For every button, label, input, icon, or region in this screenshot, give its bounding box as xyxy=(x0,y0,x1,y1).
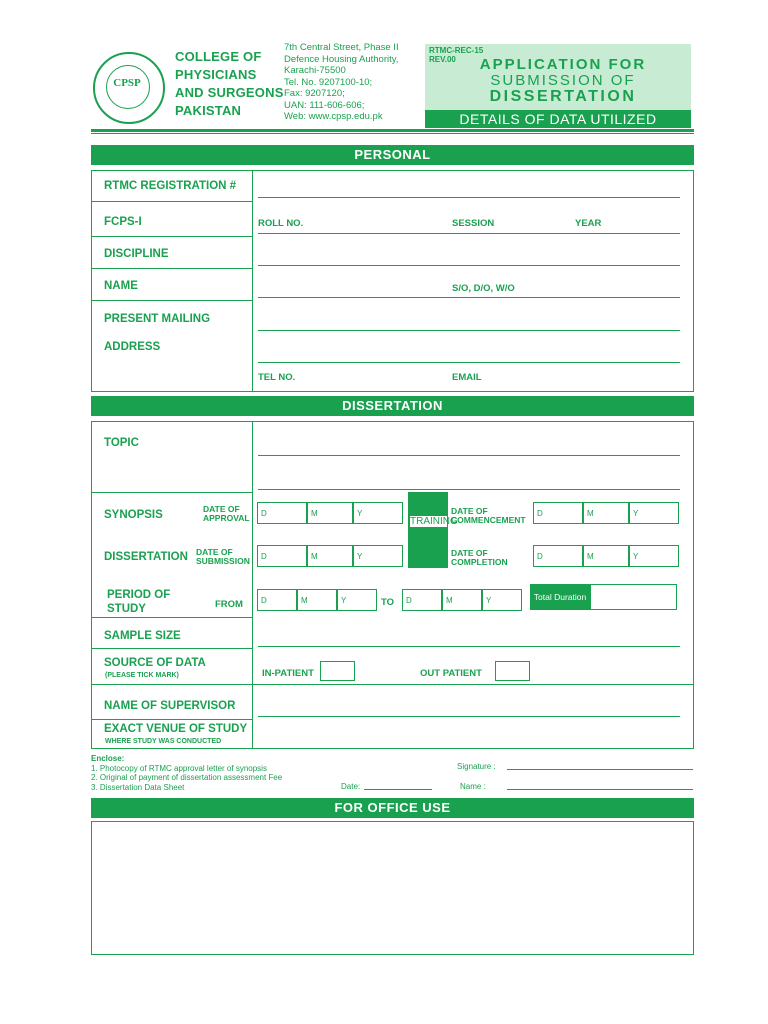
date-field[interactable] xyxy=(364,789,432,790)
topic-label: TOPIC xyxy=(104,437,139,449)
approval-day-cell[interactable]: D xyxy=(257,502,307,524)
commence-month-cell[interactable]: M xyxy=(583,502,629,524)
to-year-cell[interactable]: Y xyxy=(482,589,522,611)
to-day-cell[interactable]: D xyxy=(402,589,442,611)
name-sign-field[interactable] xyxy=(507,789,693,790)
discipline-field[interactable] xyxy=(258,265,680,266)
title-line-3: DISSERTATION xyxy=(489,88,637,105)
signature-field[interactable] xyxy=(507,769,693,770)
header-rule-thin xyxy=(91,133,694,134)
commencement-date-label: DATE OF COMMENCEMENT xyxy=(451,506,526,525)
title-line-1: APPLICATION FOR xyxy=(479,56,647,73)
row-separator xyxy=(91,617,252,618)
total-duration-field[interactable] xyxy=(590,584,677,610)
roll-label: ROLL NO. xyxy=(258,218,304,229)
title-line-2: SUBMISSION OF xyxy=(490,72,636,89)
tel-label: TEL NO. xyxy=(258,372,296,383)
subtitle-bar: DETAILS OF DATA UTILIZED xyxy=(425,110,691,128)
enclose-list: Enclose: 1. Photocopy of RTMC approval letter of synopsis 2. Original of payment of dissertation assessment Fee 3. Dissertation Data Sheet xyxy=(91,754,283,792)
dissertation-heading: DISSERTATION xyxy=(91,396,694,416)
to-month-cell[interactable]: M xyxy=(442,589,482,611)
ref-code: RTMC-REC-15 REV.00 xyxy=(429,46,484,64)
sample-size-label: SAMPLE SIZE xyxy=(104,630,181,642)
college-address: 7th Central Street, Phase II Defence Housing Authority, Karachi-75500 Tel. No. 9207100-10; Fax: 9207120; UAN: 111-606-606; Web: www.cpsp.edu.pk xyxy=(284,42,399,122)
fcps-field[interactable] xyxy=(258,233,680,234)
completion-day-cell[interactable]: D xyxy=(533,545,583,567)
row-separator xyxy=(91,268,252,269)
submission-month-cell[interactable]: M xyxy=(307,545,353,567)
supervisor-field[interactable] xyxy=(258,716,680,717)
college-name: COLLEGE OF PHYSICIANS AND SURGEONS PAKISTAN xyxy=(175,49,284,118)
submission-date-label: DATE OF SUBMISSION xyxy=(196,547,250,566)
completion-date-label: DATE OF COMPLETION xyxy=(451,548,508,567)
commence-year-cell[interactable]: Y xyxy=(629,502,679,524)
to-label: TO xyxy=(381,597,395,608)
session-label: SESSION xyxy=(452,218,495,229)
outpatient-label: OUT PATIENT xyxy=(420,668,482,679)
name-label: NAME xyxy=(104,280,138,292)
mailing-label-1: PRESENT MAILING xyxy=(104,313,211,325)
dissertation-divider xyxy=(252,421,253,749)
topic-field-2[interactable] xyxy=(258,489,680,490)
logo-letters: CPSP xyxy=(113,77,141,89)
from-year-cell[interactable]: Y xyxy=(337,589,377,611)
period-label: PERIOD OF STUDY xyxy=(107,589,171,615)
discipline-label: DISCIPLINE xyxy=(104,248,169,260)
commence-day-cell[interactable]: D xyxy=(533,502,583,524)
row-separator xyxy=(91,201,252,202)
source-label: SOURCE OF DATA xyxy=(104,657,206,669)
office-use-box[interactable] xyxy=(91,821,694,955)
office-use-heading: FOR OFFICE USE xyxy=(91,798,694,818)
rtmc-label: RTMC REGISTRATION # xyxy=(104,180,237,192)
outpatient-checkbox[interactable] xyxy=(495,661,530,681)
mailing-label-2: ADDRESS xyxy=(104,341,161,353)
row-separator xyxy=(91,684,694,685)
email-label: EMAIL xyxy=(452,372,482,383)
dissertation-label: DISSERTATION xyxy=(104,551,188,563)
approval-date-label: DATE OF APPROVAL xyxy=(203,504,250,523)
tick-note: (PLEASE TICK MARK) xyxy=(105,672,179,679)
header-rule xyxy=(91,129,694,132)
year-label: YEAR xyxy=(575,218,602,229)
approval-year-cell[interactable]: Y xyxy=(353,502,403,524)
personal-section xyxy=(91,170,694,392)
supervisor-label: NAME OF SUPERVISOR xyxy=(104,700,236,712)
address-field-2[interactable] xyxy=(258,362,680,363)
synopsis-label: SYNOPSIS xyxy=(104,509,163,521)
completion-year-cell[interactable]: Y xyxy=(629,545,679,567)
total-duration-label: Total Duration xyxy=(530,584,590,610)
completion-month-cell[interactable]: M xyxy=(583,545,629,567)
row-separator xyxy=(91,300,252,301)
training-block xyxy=(408,492,458,568)
name-sign-label: Name : xyxy=(460,782,486,791)
row-separator xyxy=(91,719,252,720)
venue-label: EXACT VENUE OF STUDY xyxy=(104,723,248,735)
approval-month-cell[interactable]: M xyxy=(307,502,353,524)
from-month-cell[interactable]: M xyxy=(297,589,337,611)
fcps-label: FCPS-I xyxy=(104,216,142,228)
signature-label: Signature : xyxy=(457,762,496,771)
date-label: Date: xyxy=(341,782,361,791)
row-separator xyxy=(91,236,252,237)
address-field-1[interactable] xyxy=(258,330,680,331)
from-day-cell[interactable]: D xyxy=(257,589,297,611)
sdw-label: S/O, D/O, W/O xyxy=(452,283,515,294)
name-field[interactable] xyxy=(258,297,680,298)
submission-year-cell[interactable]: Y xyxy=(353,545,403,567)
personal-heading: PERSONAL xyxy=(91,145,694,165)
row-separator xyxy=(91,492,252,493)
from-label: FROM xyxy=(215,599,243,610)
personal-divider xyxy=(252,170,253,392)
submission-day-cell[interactable]: D xyxy=(257,545,307,567)
inpatient-label: IN-PATIENT xyxy=(262,668,314,679)
row-separator xyxy=(91,648,252,649)
rtmc-field[interactable] xyxy=(258,197,680,198)
training-label: TRAINING xyxy=(410,516,458,527)
venue-sub-label: WHERE STUDY WAS CONDUCTED xyxy=(105,738,222,745)
topic-field-1[interactable] xyxy=(258,455,680,456)
sample-size-field[interactable] xyxy=(258,646,680,647)
inpatient-checkbox[interactable] xyxy=(320,661,355,681)
